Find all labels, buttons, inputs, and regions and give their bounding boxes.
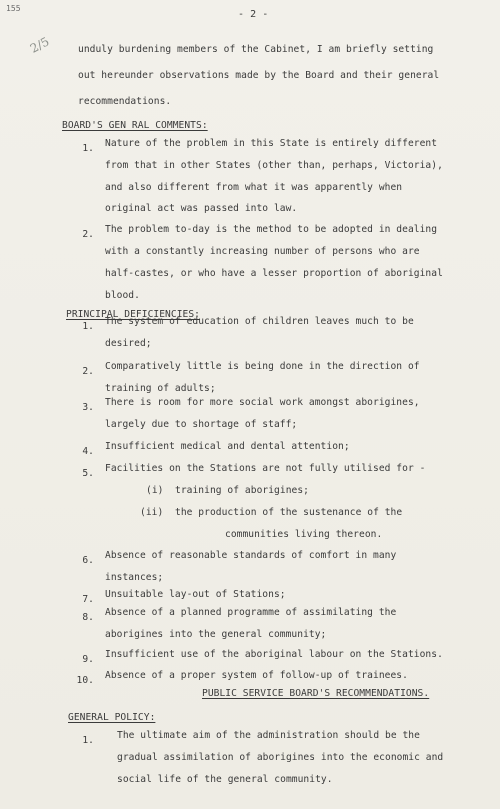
item-line: The problem to-day is the method to be adopted in dealing [105,224,438,235]
intro-line: out hereunder observations made by the Board and their general [78,70,440,81]
item-line: gradual assimilation of aborigines into the economic and [117,752,444,763]
item-line: Absence of a planned programme of assimilating the [105,607,397,618]
item-line: Insufficient use of the aboriginal labour on the Stations. [105,649,443,660]
item-number: 10. [76,675,94,686]
item-line: desired; [105,338,152,349]
item-line: social life of the general community. [117,774,333,785]
item-number: 7. [82,594,94,605]
item-line: The ultimate aim of the administration should be the [117,730,420,741]
item-line: Insufficient medical and dental attention; [105,441,350,452]
item-line: Unsuitable lay-out of Stations; [105,589,286,600]
intro-line: recommendations. [78,96,172,107]
recommendations-heading: PUBLIC SERVICE BOARD'S RECOMMENDATIONS. [202,688,430,699]
item-number: 1. [82,321,94,332]
intro-line: unduly burdening members of the Cabinet, I am briefly setting [78,44,434,55]
item-line: and also different from what it was apparently when [105,182,403,193]
sub-item-number: (ii) [140,507,164,518]
item-line: The system of education of children leaves much to be [105,316,414,327]
item-line: from that in other States (other than, perhaps, Victoria), [105,160,443,171]
item-number: 2. [82,366,94,377]
item-line: with a constantly increasing number of persons who are [105,246,420,257]
item-line: blood. [105,290,140,301]
section-heading: GENERAL POLICY: [68,712,156,723]
item-number: 4. [82,446,94,457]
item-number: 2. [82,229,94,240]
item-line: Absence of reasonable standards of comfort in many [105,550,397,561]
item-line: Facilities on the Stations are not fully utilised for - [105,463,426,474]
sub-item-number: (i) [146,485,164,496]
item-number: 3. [82,402,94,413]
item-line: half-castes, or who have a lesser proportion of aboriginal [105,268,443,279]
sub-item-line: training of aborigines; [175,485,309,496]
section-heading: PRINCIPAL DEFICIENCIES: [66,309,200,320]
item-number: 1. [82,735,94,746]
item-line: largely due to shortage of staff; [105,419,298,430]
sub-item-line: communities living thereon. [225,529,383,540]
item-line: Comparatively little is being done in the direction of [105,361,420,372]
item-line: There is room for more social work amongst aborigines, [105,397,420,408]
margin-mark: 2/5 [27,34,52,56]
item-number: 6. [82,555,94,566]
corner-note: 155 [6,4,21,13]
section-heading: BOARD'S GEN RAL COMMENTS: [62,120,208,131]
item-number: 8. [82,612,94,623]
item-line: Absence of a proper system of follow-up of trainees. [105,670,408,681]
sub-item-line: the production of the sustenance of the [175,507,403,518]
item-number: 9. [82,654,94,665]
item-line: aborigines into the general community; [105,629,327,640]
item-line: instances; [105,572,164,583]
item-number: 1. [82,143,94,154]
item-line: Nature of the problem in this State is entirely different [105,138,438,149]
page-number: - 2 - [238,9,269,20]
item-line: training of adults; [105,383,216,394]
item-line: original act was passed into law. [105,203,298,214]
item-number: 5. [82,468,94,479]
